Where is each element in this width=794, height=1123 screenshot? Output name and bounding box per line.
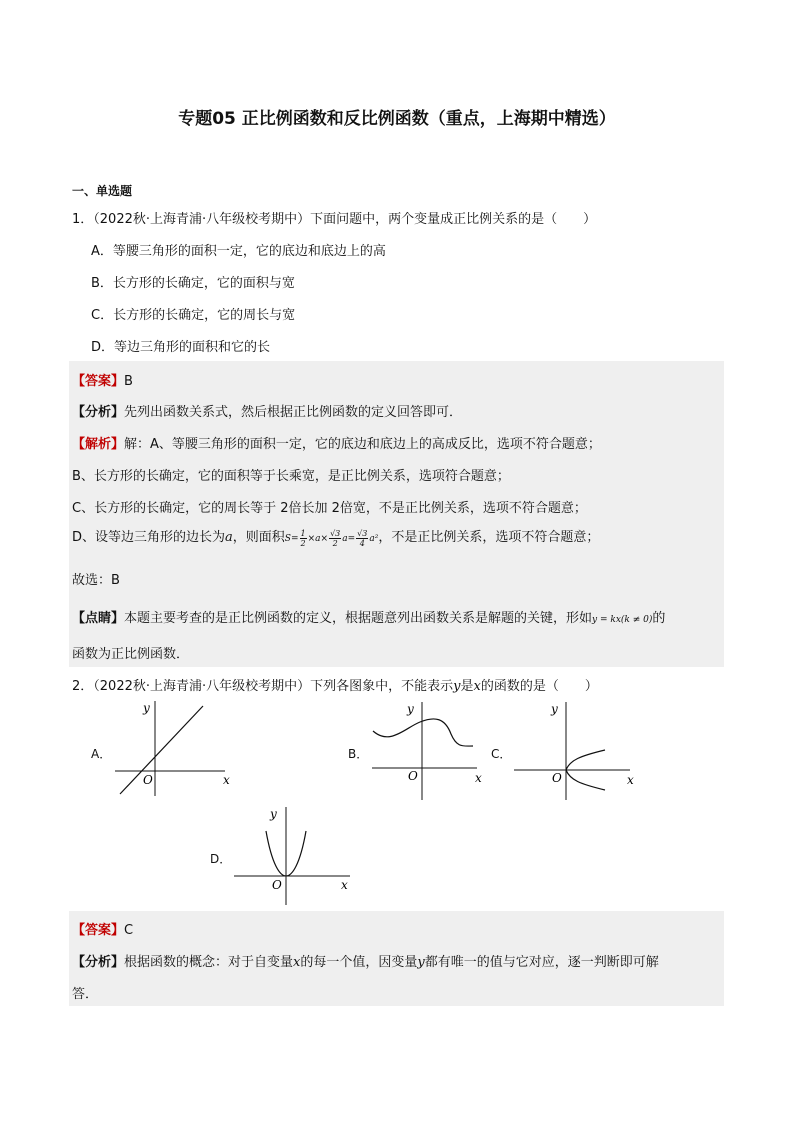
area-formula: S= $\frac{1}{2}$ ×a× $\frac{√3}{2}$ a= $\frac{√3}{4}$ a² (284, 529, 379, 548)
lower-branch (566, 770, 605, 790)
q1-option-c: C．长方形的长确定，它的周长与宽 (91, 308, 296, 323)
q1-comment: 【点睛】本题主要考查的是正比例函数的定义，根据题意列出函数关系是解题的关键，形如y = kx(k ≠ 0)的 (72, 611, 666, 626)
graph-a (110, 698, 240, 798)
q2-answer (72, 919, 133, 938)
q1-solution-line-3: C、长方形的长确定，它的周长等于 2倍长加 2倍宽，不是正比例关系，选项不符合题意； (72, 501, 587, 516)
graph-c (510, 698, 640, 803)
origin-label: O (552, 771, 562, 785)
x-label: x (475, 771, 482, 785)
q1-option-b: B．长方形的长确定，它的面积与宽 (91, 276, 295, 291)
upper-branch (566, 750, 605, 770)
graph-d-label: D． (210, 852, 232, 866)
q1-solution-line-4: D、设等边三角形的边长为a，则面积S= $\frac{1}{2}$ ×a× $\frac{√3}{2}$ a= $\frac{√3}{4}$ a²，不是正比例关系，选项不符合题意； (72, 529, 600, 548)
q1-option-d: D．等边三角形的面积和它的长 (91, 340, 271, 355)
analysis-tag: 【分析】 (72, 955, 125, 970)
question-2-stem: 2．（2022秋·上海青浦·八年级校考期中）下列各图象中，不能表示y是x的函数的是（ ） (72, 679, 598, 694)
origin-label: O (272, 878, 282, 892)
answer-tag: 【答案】 (72, 374, 125, 389)
curve-graph (373, 719, 473, 746)
q1-solution-line-2: B、长方形的长确定，它的面积等于长乘宽，是正比例关系，选项符合题意； (72, 469, 510, 484)
answer-value: B (124, 374, 133, 389)
q1-comment-line-2: 函数为正比例函数． (72, 647, 190, 662)
q1-answer (72, 370, 133, 389)
line-graph (120, 706, 203, 794)
origin-label: O (143, 773, 153, 787)
question-1-stem: 1．（2022秋·上海青浦·八年级校考期中）下面问题中，两个变量成正比例关系的是（ ） (72, 212, 597, 227)
q1-solution-line-1 (72, 433, 601, 452)
comment-tag: 【点睛】 (72, 611, 125, 626)
graph-c-label: C． (491, 747, 512, 761)
origin-label: O (408, 769, 418, 783)
x-label: x (627, 773, 634, 787)
y-label: y (270, 807, 277, 821)
answer-value: C (124, 923, 134, 938)
graph-b (365, 698, 495, 803)
q2-analysis-line-2: 答． (72, 987, 99, 1002)
y-label: y (551, 702, 558, 716)
x-label: x (341, 878, 348, 892)
q2-analysis: 【分析】根据函数的概念：对于自变量x的每一个值，因变量y都有唯一的值与它对应，逐一判断即可解 (72, 955, 659, 970)
graph-b-label: B． (348, 747, 369, 761)
solution-text: 解：A、等腰三角形的面积一定，它的底边和底边上的高成反比，选项不符合题意； (124, 437, 601, 452)
answer-tag: 【答案】 (72, 923, 125, 938)
analysis-text: 先列出函数关系式，然后根据正比例函数的定义回答即可． (124, 405, 463, 420)
q1-analysis (72, 401, 462, 420)
y-label: y (143, 701, 150, 715)
solution-tag: 【解析】 (72, 437, 125, 452)
q1-option-a: A．等腰三角形的面积一定，它的底边和底边上的高 (91, 244, 386, 259)
proportional-formula: y = kx(k ≠ 0) (592, 615, 653, 625)
q1-choose: 故选：B (72, 573, 120, 588)
graph-d (230, 803, 360, 908)
page-title: 专题05 正比例函数和反比例函数（重点，上海期中精选） (178, 109, 616, 129)
y-label: y (407, 702, 414, 716)
section-heading: 一、单选题 (72, 184, 133, 198)
analysis-tag: 【分析】 (72, 405, 125, 420)
graph-a-label: A． (91, 747, 112, 761)
x-label: x (223, 773, 230, 787)
